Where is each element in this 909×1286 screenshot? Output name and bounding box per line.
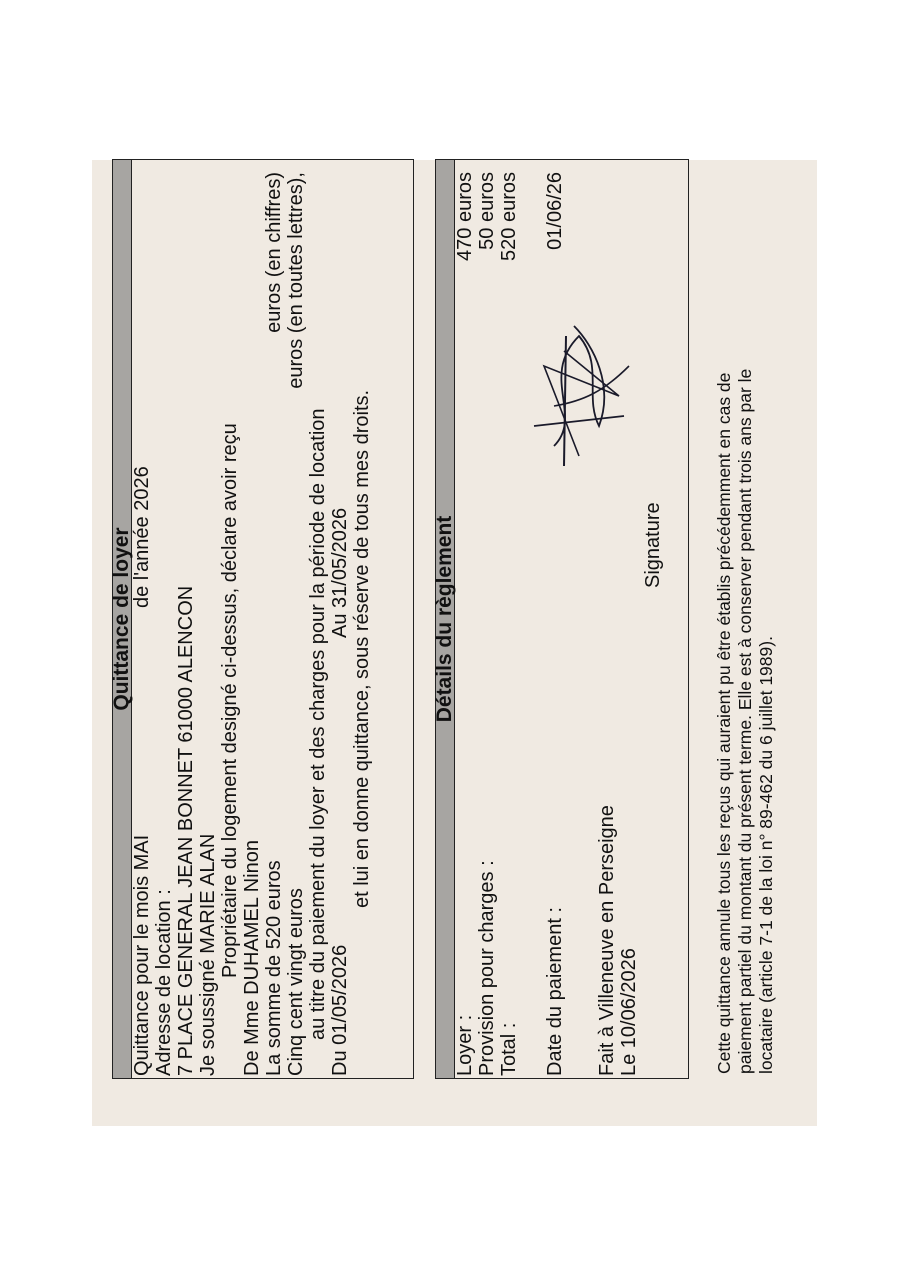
charges-label: Provision pour charges : bbox=[476, 860, 498, 1076]
sum-figures-suffix: euros (en chiffres) bbox=[263, 172, 285, 333]
charges-value: 50 euros bbox=[476, 172, 498, 250]
tenant-name: De Mme DUHAMEL Ninon bbox=[241, 840, 263, 1076]
signature-label: Signature bbox=[642, 502, 664, 588]
rent-label: Loyer : bbox=[454, 1014, 476, 1076]
payment-purpose: au titre du paiement du loyer et des charges pour la période de location bbox=[307, 408, 329, 1040]
settlement-box bbox=[435, 159, 689, 1079]
legal-notice-line-1: Cette quittance annule tous les reçus qui auraient pu être établis précédemment en cas de bbox=[714, 372, 734, 1074]
year-line: de l'année 2026 bbox=[131, 466, 153, 608]
address-value: 7 PLACE GENERAL JEAN BONNET 61000 ALENCON bbox=[175, 585, 197, 1076]
legal-notice-line-3: locataire (article 7-1 de la loi n° 89-462 du 6 juillet 1989). bbox=[756, 636, 776, 1074]
closing-statement: et lui en donne quittance, sous réserve de tous mes droits. bbox=[351, 389, 373, 908]
payment-date-value: 01/06/26 bbox=[544, 172, 566, 250]
address-label: Adresse de location : bbox=[153, 889, 175, 1076]
rent-receipt-document bbox=[92, 160, 817, 1126]
handwritten-signature bbox=[524, 316, 644, 486]
receipt-box bbox=[112, 159, 414, 1079]
rent-value: 470 euros bbox=[454, 172, 476, 261]
total-value: 520 euros bbox=[498, 172, 520, 261]
period-from: Du 01/05/2026 bbox=[329, 944, 351, 1076]
sum-words: Cinq cent vingt euros bbox=[285, 888, 307, 1076]
legal-notice bbox=[714, 174, 777, 1074]
place-line: Fait à Villeneuve en Perseigne bbox=[596, 805, 618, 1076]
sum-words-suffix: euros (en toutes lettres), bbox=[285, 172, 307, 389]
payment-date-label: Date du paiement : bbox=[544, 907, 566, 1076]
date-line: Le 10/06/2026 bbox=[618, 948, 640, 1076]
legal-notice-line-2: paiement partiel du montant du présent terme. Elle est à conserver pendant trois ans par le bbox=[735, 368, 755, 1074]
total-label: Total : bbox=[498, 1022, 520, 1076]
settlement-title: Détails du règlement bbox=[436, 160, 455, 1078]
signatory: Je soussigné MARIE ALAN bbox=[197, 833, 219, 1076]
receipt-title: Quittance de loyer bbox=[113, 160, 132, 1078]
owner-statement: Propriétaire du logement designé ci-dessus, déclare avoir reçu bbox=[219, 423, 241, 978]
month-line: Quittance pour le mois MAI bbox=[131, 834, 153, 1076]
sum-figures: La somme de 520 euros bbox=[263, 860, 285, 1076]
period-to: Au 31/05/2026 bbox=[329, 507, 351, 638]
